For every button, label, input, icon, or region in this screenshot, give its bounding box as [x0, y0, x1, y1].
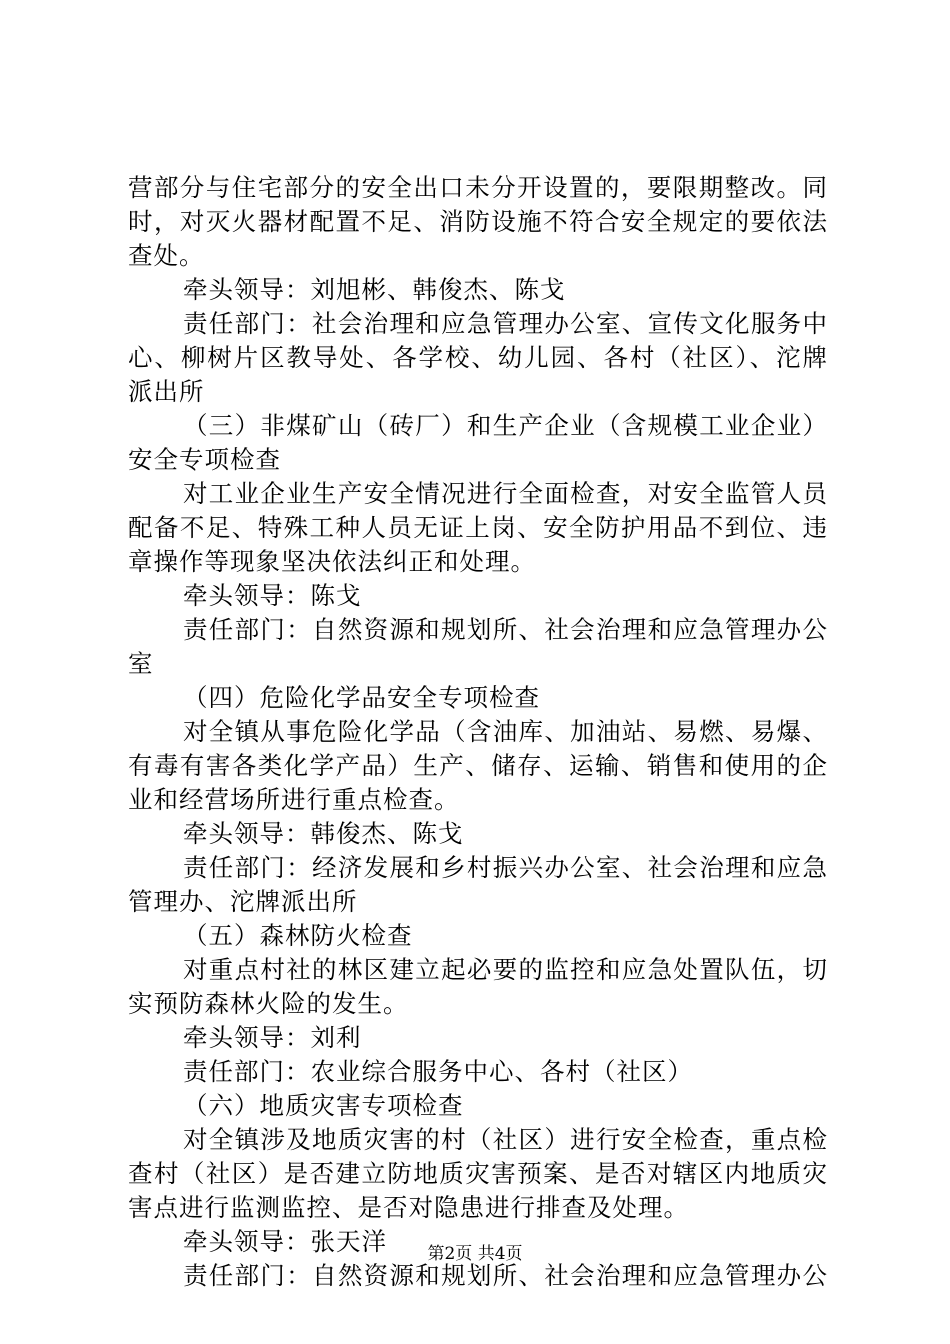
- text-line: （四）危险化学品安全专项检查: [183, 683, 540, 712]
- text-line: 牵头领导：刘利: [183, 1023, 362, 1052]
- text-line: 安全专项检查: [128, 445, 281, 474]
- text-line: 营部分与住宅部分的安全出口未分开设置的，要限期整改。同: [128, 173, 828, 202]
- text-line: （五）森林防火检查: [183, 921, 413, 950]
- document-body: [128, 171, 828, 1293]
- text-line: 心、柳树片区教导处、各学校、幼儿园、各村（社区）、沱牌: [128, 343, 828, 372]
- text-line: 对全镇涉及地质灾害的村（社区）进行安全检查，重点检: [183, 1125, 828, 1154]
- text-line: 对重点村社的林区建立起必要的监控和应急处置队伍，切: [183, 955, 828, 984]
- text-line: 实预防森林火险的发生。: [128, 989, 409, 1018]
- text-line: 章操作等现象坚决依法纠正和处理。: [128, 547, 536, 576]
- text-line: 牵头领导：陈戈: [183, 581, 362, 610]
- text-line: 责任部门：自然资源和规划所、社会治理和应急管理办公: [183, 1261, 828, 1290]
- text-line: 管理办、沱牌派出所: [128, 887, 358, 916]
- text-line: 派出所: [128, 377, 205, 406]
- text-line: 牵头领导：刘旭彬、韩俊杰、陈戈: [183, 275, 566, 304]
- text-line: 查村（社区）是否建立防地质灾害预案、是否对辖区内地质灾: [128, 1159, 828, 1188]
- text-line: 业和经营场所进行重点检查。: [128, 785, 460, 814]
- text-line: 责任部门：自然资源和规划所、社会治理和应急管理办公: [183, 615, 828, 644]
- text-line: 责任部门：社会治理和应急管理办公室、宣传文化服务中: [183, 309, 828, 338]
- text-line: 责任部门：经济发展和乡村振兴办公室、社会治理和应急: [183, 853, 828, 882]
- text-line: 室: [128, 649, 154, 678]
- text-line: 时，对灭火器材配置不足、消防设施不符合安全规定的要依法: [128, 207, 828, 236]
- text-line: 配备不足、特殊工种人员无证上岗、安全防护用品不到位、违: [128, 513, 828, 542]
- text-line: 牵头领导：韩俊杰、陈戈: [183, 819, 464, 848]
- text-line: 牵头领导：张天洋: [183, 1227, 387, 1256]
- text-line: 责任部门：农业综合服务中心、各村（社区）: [183, 1057, 693, 1086]
- text-line: 对全镇从事危险化学品（含油库、加油站、易燃、易爆、: [183, 717, 828, 746]
- page-number-footer: 第2页 共4页: [427, 1244, 523, 1264]
- text-line: 害点进行监测监控、是否对隐患进行排查及处理。: [128, 1193, 689, 1222]
- text-line: 查处。: [128, 241, 205, 270]
- text-line: （三）非煤矿山（砖厂）和生产企业（含规模工业企业）: [183, 411, 828, 440]
- text-line: 对工业企业生产安全情况进行全面检查，对安全监管人员: [183, 479, 828, 508]
- text-line: （六）地质灾害专项检查: [183, 1091, 464, 1120]
- text-line: 有毒有害各类化学产品）生产、储存、运输、销售和使用的企: [128, 751, 828, 780]
